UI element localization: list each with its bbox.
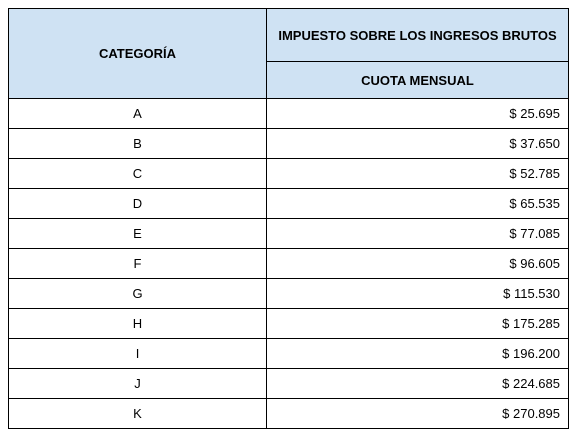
amount-cell: $ 175.285 (267, 309, 569, 339)
table-header (9, 9, 569, 99)
header-row (9, 9, 569, 62)
category-cell: H (9, 309, 267, 339)
table-row (9, 189, 569, 219)
category-cell: F (9, 249, 267, 279)
fee-table (8, 8, 569, 429)
category-cell: B (9, 129, 267, 159)
table-row (9, 369, 569, 399)
amount-cell: $ 37.650 (267, 129, 569, 159)
amount-cell: $ 270.895 (267, 399, 569, 429)
table-row (9, 249, 569, 279)
category-cell: J (9, 369, 267, 399)
category-cell: I (9, 339, 267, 369)
amount-cell: $ 52.785 (267, 159, 569, 189)
header-monthly-fee: CUOTA MENSUAL (267, 62, 569, 99)
category-cell: E (9, 219, 267, 249)
header-tax-title: IMPUESTO SOBRE LOS INGRESOS BRUTOS (267, 9, 569, 62)
table-row (9, 309, 569, 339)
amount-cell: $ 115.530 (267, 279, 569, 309)
amount-cell: $ 224.685 (267, 369, 569, 399)
amount-cell: $ 25.695 (267, 99, 569, 129)
category-cell: K (9, 399, 267, 429)
table-row (9, 339, 569, 369)
table-row (9, 279, 569, 309)
category-cell: D (9, 189, 267, 219)
category-cell: G (9, 279, 267, 309)
header-category: CATEGORÍA (9, 9, 267, 99)
table-row (9, 219, 569, 249)
amount-cell: $ 96.605 (267, 249, 569, 279)
table-body (9, 99, 569, 429)
table-row (9, 159, 569, 189)
amount-cell: $ 77.085 (267, 219, 569, 249)
table-row (9, 129, 569, 159)
amount-cell: $ 65.535 (267, 189, 569, 219)
amount-cell: $ 196.200 (267, 339, 569, 369)
category-cell: C (9, 159, 267, 189)
table-row (9, 99, 569, 129)
table-row (9, 399, 569, 429)
category-cell: A (9, 99, 267, 129)
